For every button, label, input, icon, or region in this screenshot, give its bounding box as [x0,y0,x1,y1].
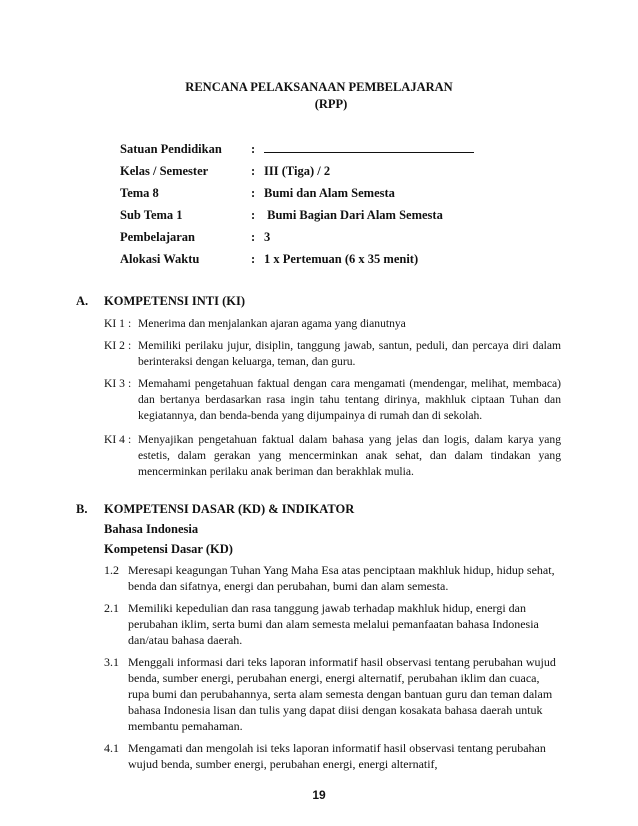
kd-text: Meresapi keagungan Tuhan Yang Maha Esa atas penciptaan makhluk hidup, hidup sehat, benda dan sifatnya, energi dan perubahan, bumi dan alam semesta. [128,563,555,593]
info-value: 3 [264,230,271,244]
section-title: KOMPETENSI INTI (KI) [104,294,245,308]
section-letter: A. [76,294,89,308]
ki-code: KI 2 [104,339,125,352]
kd-heading: Kompetensi Dasar (KD) [104,542,233,556]
ki-code: KI 1 [104,317,125,330]
ki-colon: : [128,317,132,330]
info-label: Alokasi Waktu [120,252,200,266]
ki-code: KI 3 [104,377,125,390]
kd-code: 1.2 [104,563,119,577]
section-title: KOMPETENSI DASAR (KD) & INDIKATOR [104,502,355,516]
blank-line [264,142,474,153]
page-title: RENCANA PELAKSANAAN PEMBELAJARAN [185,80,453,94]
ki-colon: : [128,433,132,446]
ki-code: KI 4 [104,433,125,446]
ki-text: Menerima dan menjalankan ajaran agama yang dianutnya [138,317,406,330]
info-colon: : [251,142,256,156]
page-subtitle: (RPP) [314,97,348,111]
ki-colon: : [128,377,132,390]
kd-code: 2.1 [104,601,119,615]
ki-text: Memahami pengetahuan faktual dengan cara mengamati (mendengar, melihat, membaca) dan bertanya berdasarkan rasa ingin tahu tentang dirinya, makhluk ciptaan Tuhan dan kegiatannya, dan benda-benda yang dijumpainya di rumah dan di sekolah. [138,377,561,422]
info-colon: : [251,164,256,178]
info-label: Sub Tema 1 [120,208,183,222]
ki-text: Menyajikan pengetahuan faktual dalam bahasa yang jelas dan logis, dalam karya yang estetis, dalam gerakan yang mencerminkan anak sehat, dan dalam tindakan yang mencerminkan perilaku anak beriman dan berakhlak mulia. [138,433,561,478]
info-label: Kelas / Semester [120,164,209,178]
kd-text: Menggali informasi dari teks laporan informatif hasil observasi tentang perubahan wujud benda, sumber energi, perubahan energi, energi alternatif, perubahan iklim dan cuaca, rupa bumi dan perubahannya, serta alam semesta dengan bantuan guru dan teman dalam bahasa Indonesia lisan dan tulis yang dapat diisi dengan kosakata bahasa daerah untuk membantu pemahaman. [128,655,556,733]
subject-heading: Bahasa Indonesia [104,522,199,536]
page-number: 19 [312,788,326,802]
info-colon: : [251,208,256,222]
info-label: Tema 8 [120,186,159,200]
ki-text: Memiliki perilaku jujur, disiplin, tanggung jawab, santun, peduli, dan percaya diri dalam berinteraksi dengan keluarga, teman, dan guru. [138,339,561,368]
kd-code: 3.1 [104,655,119,669]
info-value-blank [264,142,474,157]
info-value: Bumi Bagian Dari Alam Semesta [264,208,443,222]
kd-text: Mengamati dan mengolah isi teks laporan informatif hasil observasi tentang perubahan wujud benda, sumber energi, perubahan energi, energi alternatif, [128,741,546,771]
info-value: III (Tiga) / 2 [264,164,331,178]
info-value: Bumi dan Alam Semesta [264,186,395,200]
kd-code: 4.1 [104,741,119,755]
kd-text: Memiliki kepedulian dan rasa tanggung jawab terhadap makhluk hidup, energi dan perubahan iklim, serta bumi dan alam semesta melalui pemanfaatan bahasa Indonesia dan/atau bahasa daerah. [128,601,539,647]
info-colon: : [251,230,256,244]
section-letter: B. [76,502,88,516]
info-colon: : [251,252,256,266]
info-value: 1 x Pertemuan (6 x 35 menit) [264,252,419,266]
ki-colon: : [128,339,132,352]
info-label: Satuan Pendidikan [120,142,222,156]
info-colon: : [251,186,256,200]
info-label: Pembelajaran [120,230,195,244]
